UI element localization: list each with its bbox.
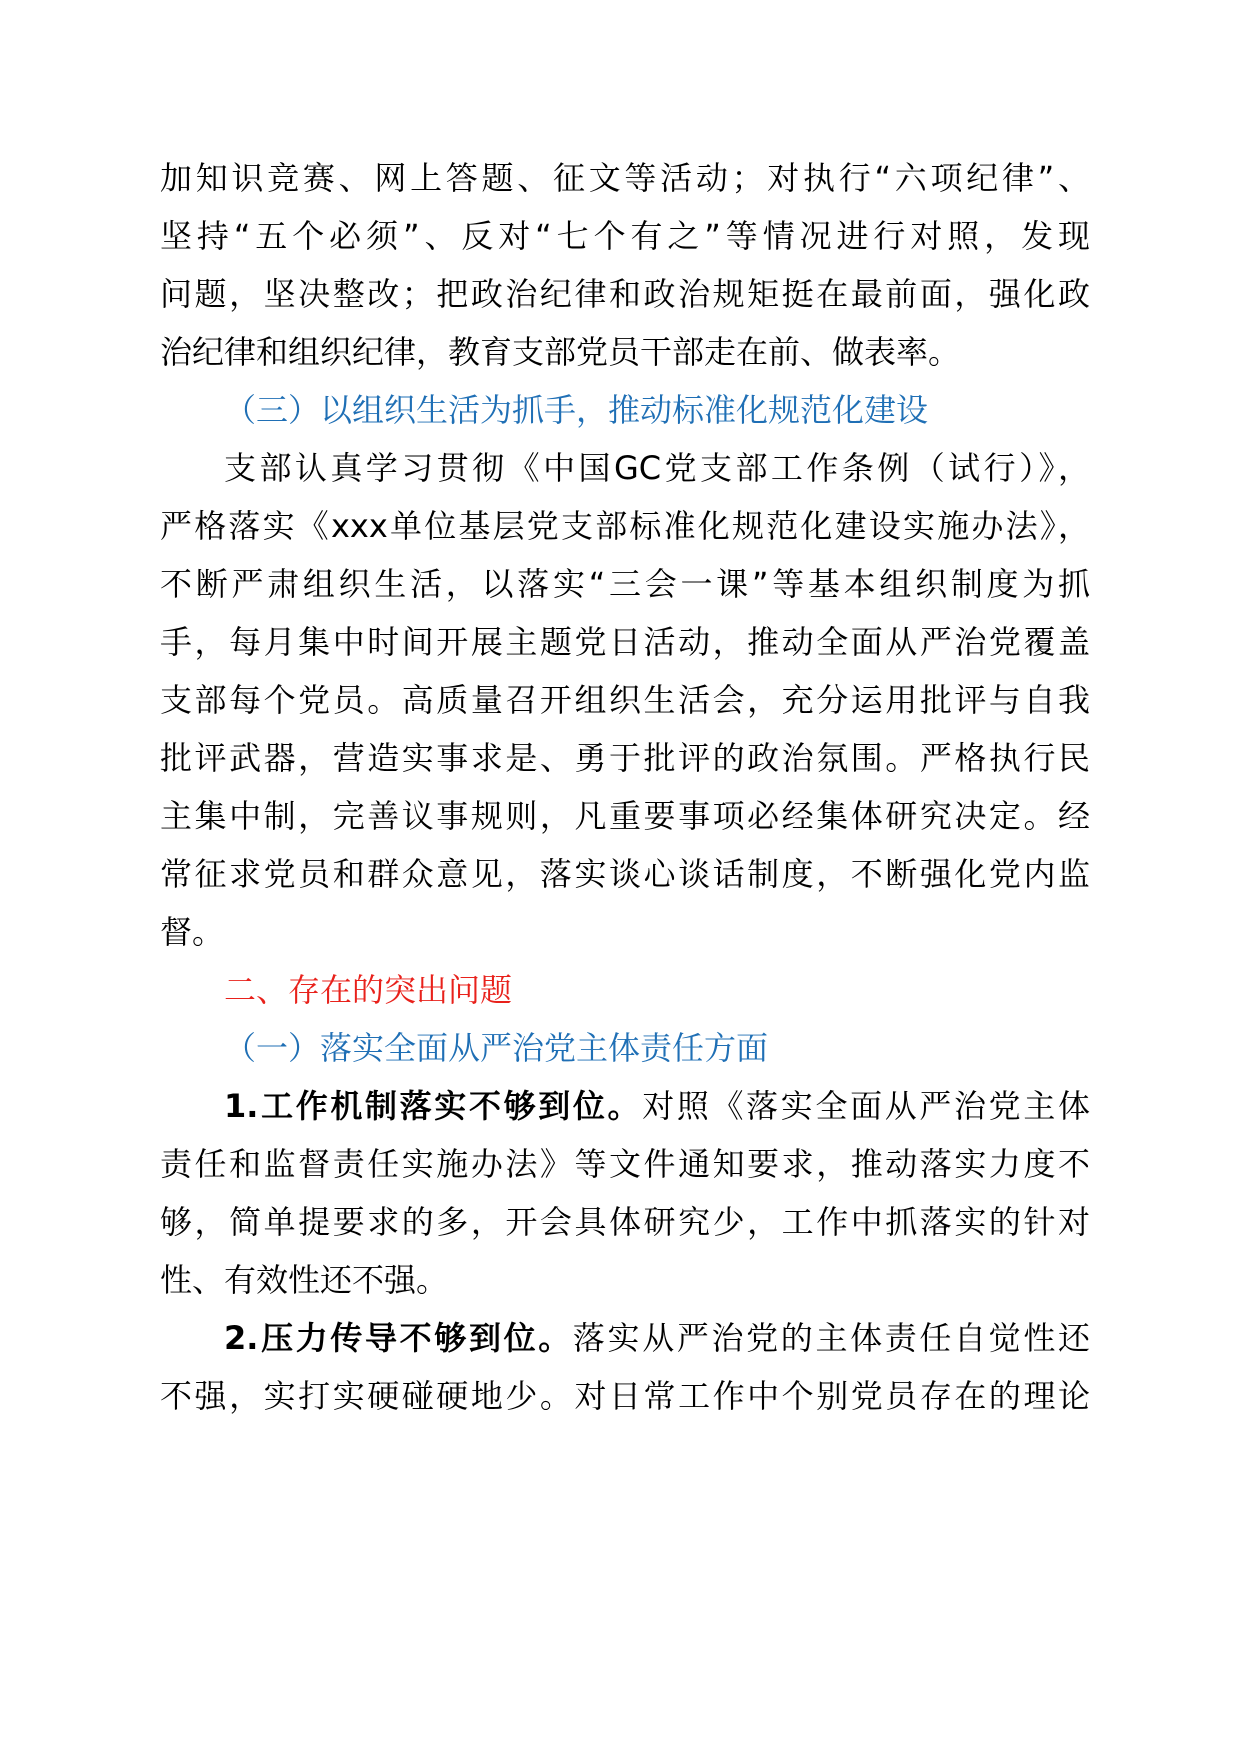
body-line: 坚持“五个必须”、反对“七个有之”等情况进行对照，发现 <box>160 217 1090 255</box>
body-line: 常征求党员和群众意见，落实谈心谈话制度，不断强化党内监 <box>160 855 1090 893</box>
body-line: 督。 <box>160 913 225 951</box>
body-line: 严格落实《xxx单位基层党支部标准化规范化建设实施办法》， <box>160 507 1090 545</box>
section-heading: （一）落实全面从严治党主体责任方面 <box>224 1029 769 1067</box>
body-line: 治纪律和组织纪律，教育支部党员干部走在前、做表率。 <box>160 333 961 371</box>
body-line: 问题，坚决整改；把政治纪律和政治规矩挺在最前面，强化政 <box>160 275 1090 313</box>
body-line: 主集中制，完善议事规则，凡重要事项必经集体研究决定。经 <box>160 797 1090 835</box>
body-line: 性、有效性还不强。 <box>160 1261 449 1299</box>
body-line: 加知识竞赛、网上答题、征文等活动；对执行“六项纪律”、 <box>160 159 1090 197</box>
body-line: 支部认真学习贯彻《中国GC党支部工作条例（试行）》， <box>224 449 1090 487</box>
item-text: 对照《落实全面从严治党主体 <box>642 1087 1090 1125</box>
body-line: 不强，实打实硬碰硬地少。对日常工作中个别党员存在的理论 <box>160 1377 1090 1415</box>
item-lead: 2.压力传导不够到位。 <box>224 1319 573 1357</box>
item-lead: 1.工作机制落实不够到位。 <box>224 1087 643 1125</box>
body-line: 够，简单提要求的多，开会具体研究少，工作中抓落实的针对 <box>160 1203 1090 1241</box>
body-line: 手，每月集中时间开展主题党日活动，推动全面从严治党覆盖 <box>160 623 1090 661</box>
body-line: 支部每个党员。高质量召开组织生活会，充分运用批评与自我 <box>160 681 1090 719</box>
body-line: 批评武器，营造实事求是、勇于批评的政治氛围。严格执行民 <box>160 739 1090 777</box>
paragraph-start <box>160 1308 1090 1368</box>
section-heading: （三）以组织生活为抓手，推动标准化规范化建设 <box>224 391 929 429</box>
body-line: 不断严肃组织生活，以落实“三会一课”等基本组织制度为抓 <box>160 565 1090 603</box>
body-line: 责任和监督责任实施办法》等文件通知要求，推动落实力度不 <box>160 1145 1090 1183</box>
item-text: 落实从严治党的主体责任自觉性还 <box>572 1319 1090 1357</box>
chapter-heading: 二、存在的突出问题 <box>224 971 513 1009</box>
paragraph-start <box>160 1076 1090 1136</box>
